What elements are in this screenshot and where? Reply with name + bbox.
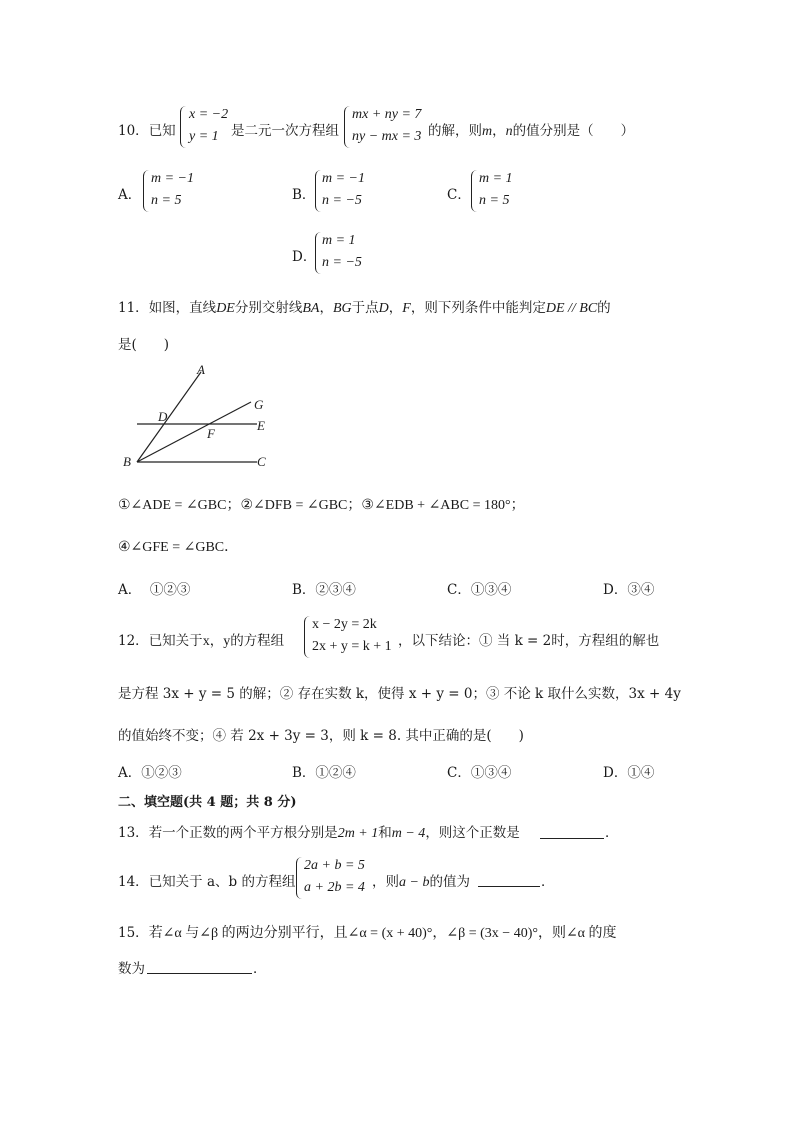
- q13-number: 13．: [118, 825, 149, 841]
- q15-text-1: 若∠α 与∠β 的两边分别平行，且∠α = (x + 40)°，∠β = (3x − 40)°，则∠α 的度: [148, 926, 617, 941]
- q14-eq-1: 2a + b = 5: [304, 858, 365, 873]
- q11-var-d: D: [378, 301, 389, 316]
- q10-option-a-line-1: m = −1: [151, 171, 195, 186]
- q10-var-n: n: [505, 124, 513, 139]
- q11-option-b[interactable]: B．②③④: [292, 582, 356, 598]
- q11-text-3: 于点: [351, 300, 379, 316]
- q10-text-2: 是二元一次方程组: [231, 123, 339, 139]
- q10-system-brace: [344, 106, 352, 148]
- q10-option-d[interactable]: [322, 230, 362, 274]
- q13-text-3: ，则这个正数是: [425, 825, 520, 841]
- q11-var-bg: BG: [332, 301, 352, 316]
- q13-end: ．: [605, 825, 619, 841]
- q15-line-2: 数为: [118, 961, 145, 977]
- q11-text-1: 如图，直线: [148, 300, 217, 316]
- q15-end: ．: [253, 961, 267, 977]
- q11-option-c[interactable]: C．①③④: [447, 582, 512, 598]
- q10-option-b-line-1: m = −1: [322, 171, 366, 186]
- q10-equation-system: [352, 104, 421, 148]
- q12-option-d[interactable]: D．①④: [603, 765, 655, 781]
- q10-comma: ，: [492, 123, 506, 139]
- q10-suffix: [428, 119, 634, 140]
- q13-text-2: 和: [378, 825, 392, 841]
- q15-number: 15．: [118, 925, 149, 941]
- q10-option-d-line-1: m = 1: [322, 233, 356, 248]
- q11-option-d[interactable]: D．③④: [603, 582, 655, 598]
- label-c: C: [257, 454, 266, 469]
- q14-prefix: [118, 870, 295, 890]
- q10-eq-1: mx + ny = 7: [352, 107, 422, 122]
- q10-option-b-label[interactable]: B．: [292, 187, 316, 203]
- q14-suffix: [372, 870, 470, 891]
- q11-var-f: F: [402, 301, 411, 316]
- q11-conditions-1: ①∠ADE = ∠GBC；②∠DFB = ∠GBC；③∠EDB + ∠ABC = 180°；: [118, 498, 525, 513]
- q12-option-b[interactable]: B．①②④: [292, 765, 356, 781]
- q10-given-x: x = −2: [189, 107, 229, 122]
- q10-option-b[interactable]: [322, 168, 365, 212]
- q12-option-a[interactable]: A．①②③: [118, 765, 182, 781]
- q14-text-2: ，则: [372, 874, 399, 890]
- q10-option-d-line-2: n = −5: [322, 255, 362, 270]
- q11-number: 11．: [118, 300, 149, 316]
- q14-expr: a − b: [399, 875, 430, 890]
- label-g: G: [254, 397, 264, 412]
- q13-expr-2: m − 4: [391, 826, 426, 841]
- q10-option-a-label[interactable]: A．: [118, 187, 142, 203]
- q10-option-d-label[interactable]: D．: [292, 249, 317, 265]
- label-d: D: [158, 409, 168, 424]
- q14-equation-system: [304, 855, 365, 899]
- q10-eq-2: ny − mx = 3: [352, 129, 422, 144]
- q13-expr-1: 2m + 1: [337, 826, 379, 841]
- q15-line-1: [118, 921, 617, 942]
- q12-system-brace: [304, 616, 312, 658]
- q11-text-4: ，则下列条件中能判定: [410, 300, 546, 316]
- q11-line-1: 11．如图，直线DE分别交射线BA，BG于点D，F，则下列条件中能判定DE // BC的: [118, 300, 611, 316]
- q12-prefix: 12．已知关于x，y的方程组: [118, 633, 285, 649]
- label-b: B: [123, 454, 131, 469]
- q10-text-1: 已知: [148, 123, 176, 139]
- q10-option-c-brace: [471, 170, 479, 212]
- q11-var-ba: BA: [302, 301, 320, 316]
- label-a: A: [197, 362, 205, 377]
- q12-line-2: 是方程 3x + y = 5 的解；② 存在实数 k，使得 x + y = 0；③ 不论 k 取什么实数，3x + 4y: [118, 686, 681, 702]
- q10-option-c-label[interactable]: C．: [447, 187, 471, 203]
- q10-number: 10．: [118, 123, 149, 139]
- q11-conditions-2: ④∠GFE = ∠GBC．: [118, 540, 239, 555]
- q10-option-c-line-1: m = 1: [479, 171, 513, 186]
- q12-number: 12．: [118, 633, 149, 649]
- q11-text-5: 的: [597, 300, 611, 316]
- q12-text-3: 的方程组: [230, 633, 285, 649]
- q11-text-2: 分别交射线: [234, 300, 303, 316]
- q12-var-x: x: [202, 634, 210, 649]
- ray-ba: [137, 372, 201, 462]
- section-2-heading: 二、填空题(共 4 题；共 8 分): [118, 795, 297, 810]
- q10-option-a-brace: [143, 170, 151, 212]
- q15-answer-blank[interactable]: [147, 972, 252, 974]
- q11-line-2: 是( ): [118, 337, 170, 353]
- q11-geometry-figure: [115, 362, 285, 474]
- q13-text-1: 若一个正数的两个平方根分别是: [148, 825, 338, 841]
- q12-line-3: 的值始终不变；④ 若 2x + 3y = 3，则 k = 8. 其中正确的是( ): [118, 728, 524, 744]
- q14-text-3: 的值为: [429, 874, 470, 890]
- q10-given-brace: [180, 106, 188, 148]
- q14-answer-blank[interactable]: [478, 885, 540, 887]
- q13-line: [118, 821, 520, 842]
- q10-prefix: [118, 119, 176, 139]
- q12-eq-2: 2x + y = k + 1: [312, 639, 392, 654]
- q14-system-brace: [296, 857, 304, 899]
- q12-text-1: 已知关于: [148, 633, 203, 649]
- q12-var-y: y: [223, 634, 231, 649]
- q12-equation-system: [312, 614, 392, 658]
- q14-end: ．: [541, 874, 555, 890]
- q10-text-3: 的解，则: [428, 123, 482, 139]
- q10-option-c-line-2: n = 5: [479, 193, 510, 208]
- q12-eq-1: x − 2y = 2k: [312, 617, 377, 632]
- label-e: E: [257, 418, 265, 433]
- q11-option-a[interactable]: A． ①②③: [118, 582, 191, 598]
- q14-eq-2: a + 2b = 4: [304, 880, 365, 895]
- q12-option-c[interactable]: C．①③④: [447, 765, 512, 781]
- q11-parallel-expr: DE // BC: [545, 301, 598, 316]
- ray-bg: [137, 402, 251, 462]
- q10-option-a[interactable]: [151, 168, 194, 212]
- q12-text-4: ，以下结论：① 当 k = 2时，方程组的解也: [398, 633, 660, 649]
- q10-given-system: [189, 104, 228, 148]
- q14-text-1: 已知关于 a、b 的方程组: [148, 874, 296, 890]
- q13-answer-blank[interactable]: [540, 837, 604, 839]
- q10-option-a-line-2: n = 5: [151, 193, 182, 208]
- q10-given-y: y = 1: [189, 129, 219, 144]
- q11-var-de: DE: [216, 301, 235, 316]
- label-f: F: [207, 426, 215, 441]
- q10-text-4: 的值分别是（ ）: [512, 123, 635, 139]
- q10-var-m: m: [482, 124, 493, 139]
- q10-option-b-line-2: n = −5: [322, 193, 362, 208]
- q10-option-c[interactable]: [479, 168, 513, 212]
- q14-number: 14．: [118, 874, 149, 890]
